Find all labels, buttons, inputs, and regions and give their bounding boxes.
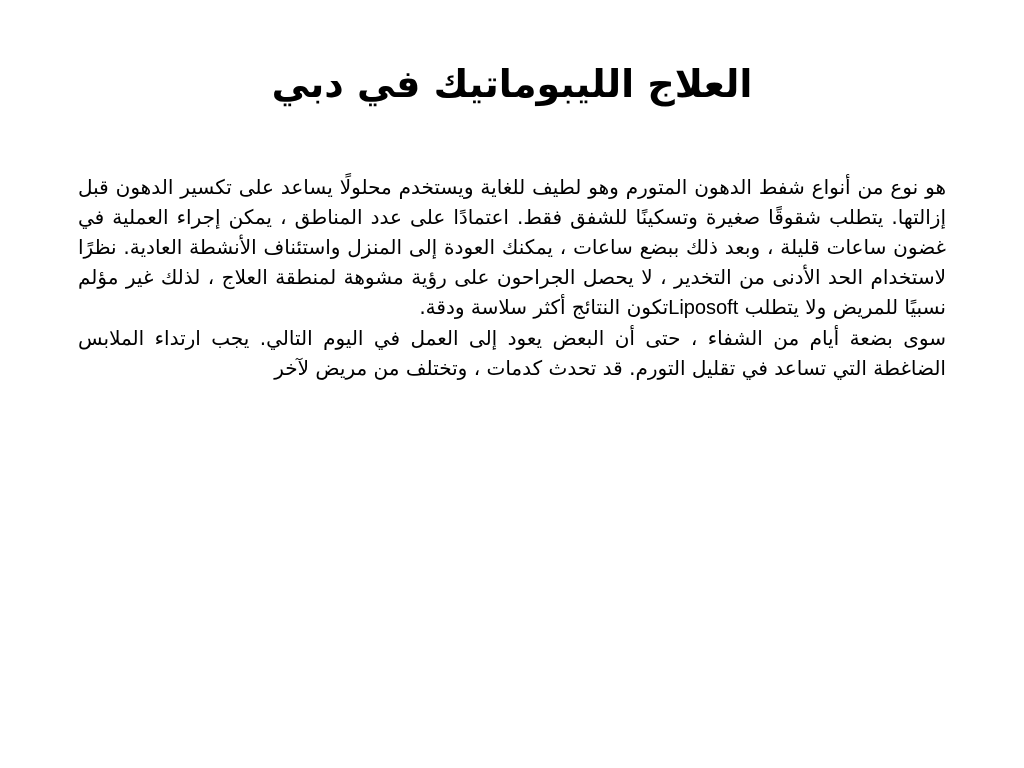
body-paragraph-1-text-end: تكون النتائج أكثر سلاسة ودقة. <box>419 295 669 319</box>
body-paragraph-2: سوى بضعة أيام من الشفاء ، حتى أن البعض يعود إلى العمل في اليوم التالي. يجب ارتداء الملابس الضاغطة التي تساعد في تقليل التورم. قد تحدث كدمات ، وتختلف من مريض لآخر <box>78 326 946 380</box>
slide-body <box>78 172 946 383</box>
slide-title: العلاج الليبوماتيك في دبي <box>271 62 753 106</box>
body-paragraph-1 <box>78 172 946 323</box>
body-paragraph-1-text-start: هو نوع من أنواع شفط الدهون المتورم وهو لطيف للغاية ويستخدم محلولًا يساعد على تكسير الدهون قبل إزالتها. يتطلب شقوقًا صغيرة وتسكينًا للشفق فقط. اعتمادًا على عدد المناطق ، يمكن إجراء العملية في غضون ساعات قليلة ، وبعد ذلك ببضع ساعات ، يمكنك العودة إلى المنزل واستئناف الأنشطة العادية. نظرًا لاستخدام الحد الأدنى من التخدير ، لا يحصل الجراحون على رؤية مشوهة لمنطقة العلاج ، لذلك غير مؤلم نسبيًا للمريض ولا يتطلب <box>78 175 946 319</box>
brand-name: Liposoft <box>668 297 739 319</box>
